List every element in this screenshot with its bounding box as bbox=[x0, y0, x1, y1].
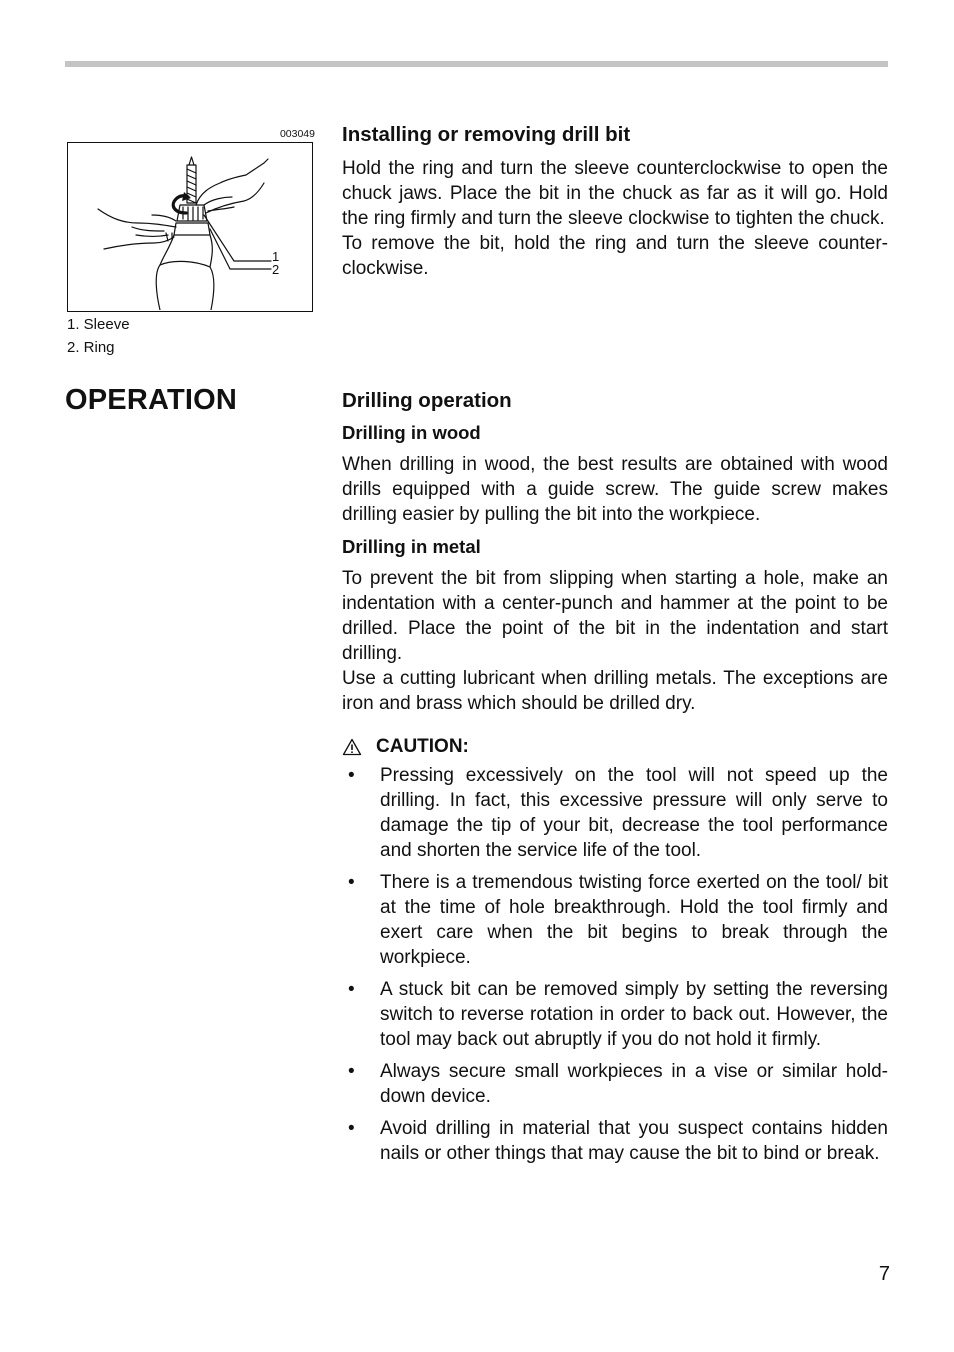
caution-item-text: Pressing excessively on the tool will not speed up the drilling. In fact, this excessive pressure will only serve to damage the tip of your bit, decrease the tool performance and shorten the service life of the tool. bbox=[380, 765, 888, 861]
caution-item-text: Avoid drilling in material that you suspect contains hidden nails or other things that may cause the bit to bind or break. bbox=[380, 1118, 888, 1164]
caution-list bbox=[342, 763, 888, 1166]
caution-heading bbox=[342, 734, 888, 759]
caution-item-text: There is a tremendous twisting force exerted on the tool/ bit at the time of hole breakthrough. Hold the tool firmly and exert care when the bit begins to break through the workpiece. bbox=[380, 872, 888, 968]
drilling-metal-text-2: Use a cutting lubricant when drilling metals. The exceptions are iron and brass which should be drilled dry. bbox=[342, 668, 888, 714]
drilling-wood-heading: Drilling in wood bbox=[342, 422, 481, 443]
install-paragraph-1: Hold the ring and turn the sleeve counterclockwise to open the chuck jaws. Place the bit in the chuck as far as it will go. Hold the ring firmly and turn the sleeve clockwise to tighten the chuck. bbox=[342, 158, 888, 229]
figure-legend bbox=[67, 313, 130, 359]
caution-item bbox=[342, 763, 888, 863]
install-title: Installing or removing drill bit bbox=[342, 123, 631, 146]
bullet-icon: • bbox=[348, 872, 355, 893]
caution-item bbox=[342, 870, 888, 970]
warning-triangle-icon bbox=[342, 738, 362, 756]
caution-item-text: Always secure small workpieces in a vise or similar hold-down device. bbox=[380, 1061, 888, 1107]
bullet-icon: • bbox=[348, 1061, 355, 1082]
legend-item-sleeve: 1. Sleeve bbox=[67, 316, 130, 333]
drilling-operation-title: Drilling operation bbox=[342, 389, 512, 412]
caution-item-text: A stuck bit can be removed simply by setting the reversing switch to reverse rotation in order to back out. However, the tool may back out abruptly if you do not hold it firmly. bbox=[380, 979, 888, 1050]
install-paragraph-2-line-2: clockwise. bbox=[342, 258, 429, 279]
caution-item bbox=[342, 1116, 888, 1166]
figure-code: 003049 bbox=[279, 128, 315, 140]
header-rule bbox=[65, 61, 888, 67]
callout-1: 1 bbox=[272, 249, 280, 264]
install-section bbox=[342, 122, 888, 281]
callout-leaders bbox=[204, 215, 271, 269]
caution-item bbox=[342, 977, 888, 1052]
tool-body-drawing bbox=[156, 261, 214, 310]
caution-label: CAUTION: bbox=[376, 736, 469, 757]
drilling-metal-text-1: To prevent the bit from slipping when starting a hole, make an indentation with a center-punch and hammer at the point to be drilled. Place the point of the bit in the indentation and start drilling. bbox=[342, 568, 888, 664]
bullet-icon: • bbox=[348, 1118, 355, 1139]
operation-title: OPERATION bbox=[65, 384, 238, 416]
bullet-icon: • bbox=[348, 765, 355, 786]
install-paragraph-2-line-1: To remove the bit, hold the ring and turn the sleeve counter- bbox=[342, 233, 888, 254]
drilling-wood-text: When drilling in wood, the best results are obtained with wood drills equipped with a guide screw. The guide screw makes drilling easier by pulling the bit into the workpiece. bbox=[342, 454, 888, 525]
page-number: 7 bbox=[878, 1263, 890, 1285]
callout-2: 2 bbox=[272, 262, 280, 277]
upper-hand-drawing bbox=[196, 159, 268, 213]
bullet-icon: • bbox=[348, 979, 355, 1000]
legend-item-ring: 2. Ring bbox=[67, 339, 115, 356]
drilling-metal-heading: Drilling in metal bbox=[342, 536, 481, 557]
chuck-illustration bbox=[67, 142, 313, 312]
caution-item bbox=[342, 1059, 888, 1109]
lower-hand-drawing bbox=[98, 209, 176, 249]
drilling-section bbox=[342, 388, 888, 1173]
